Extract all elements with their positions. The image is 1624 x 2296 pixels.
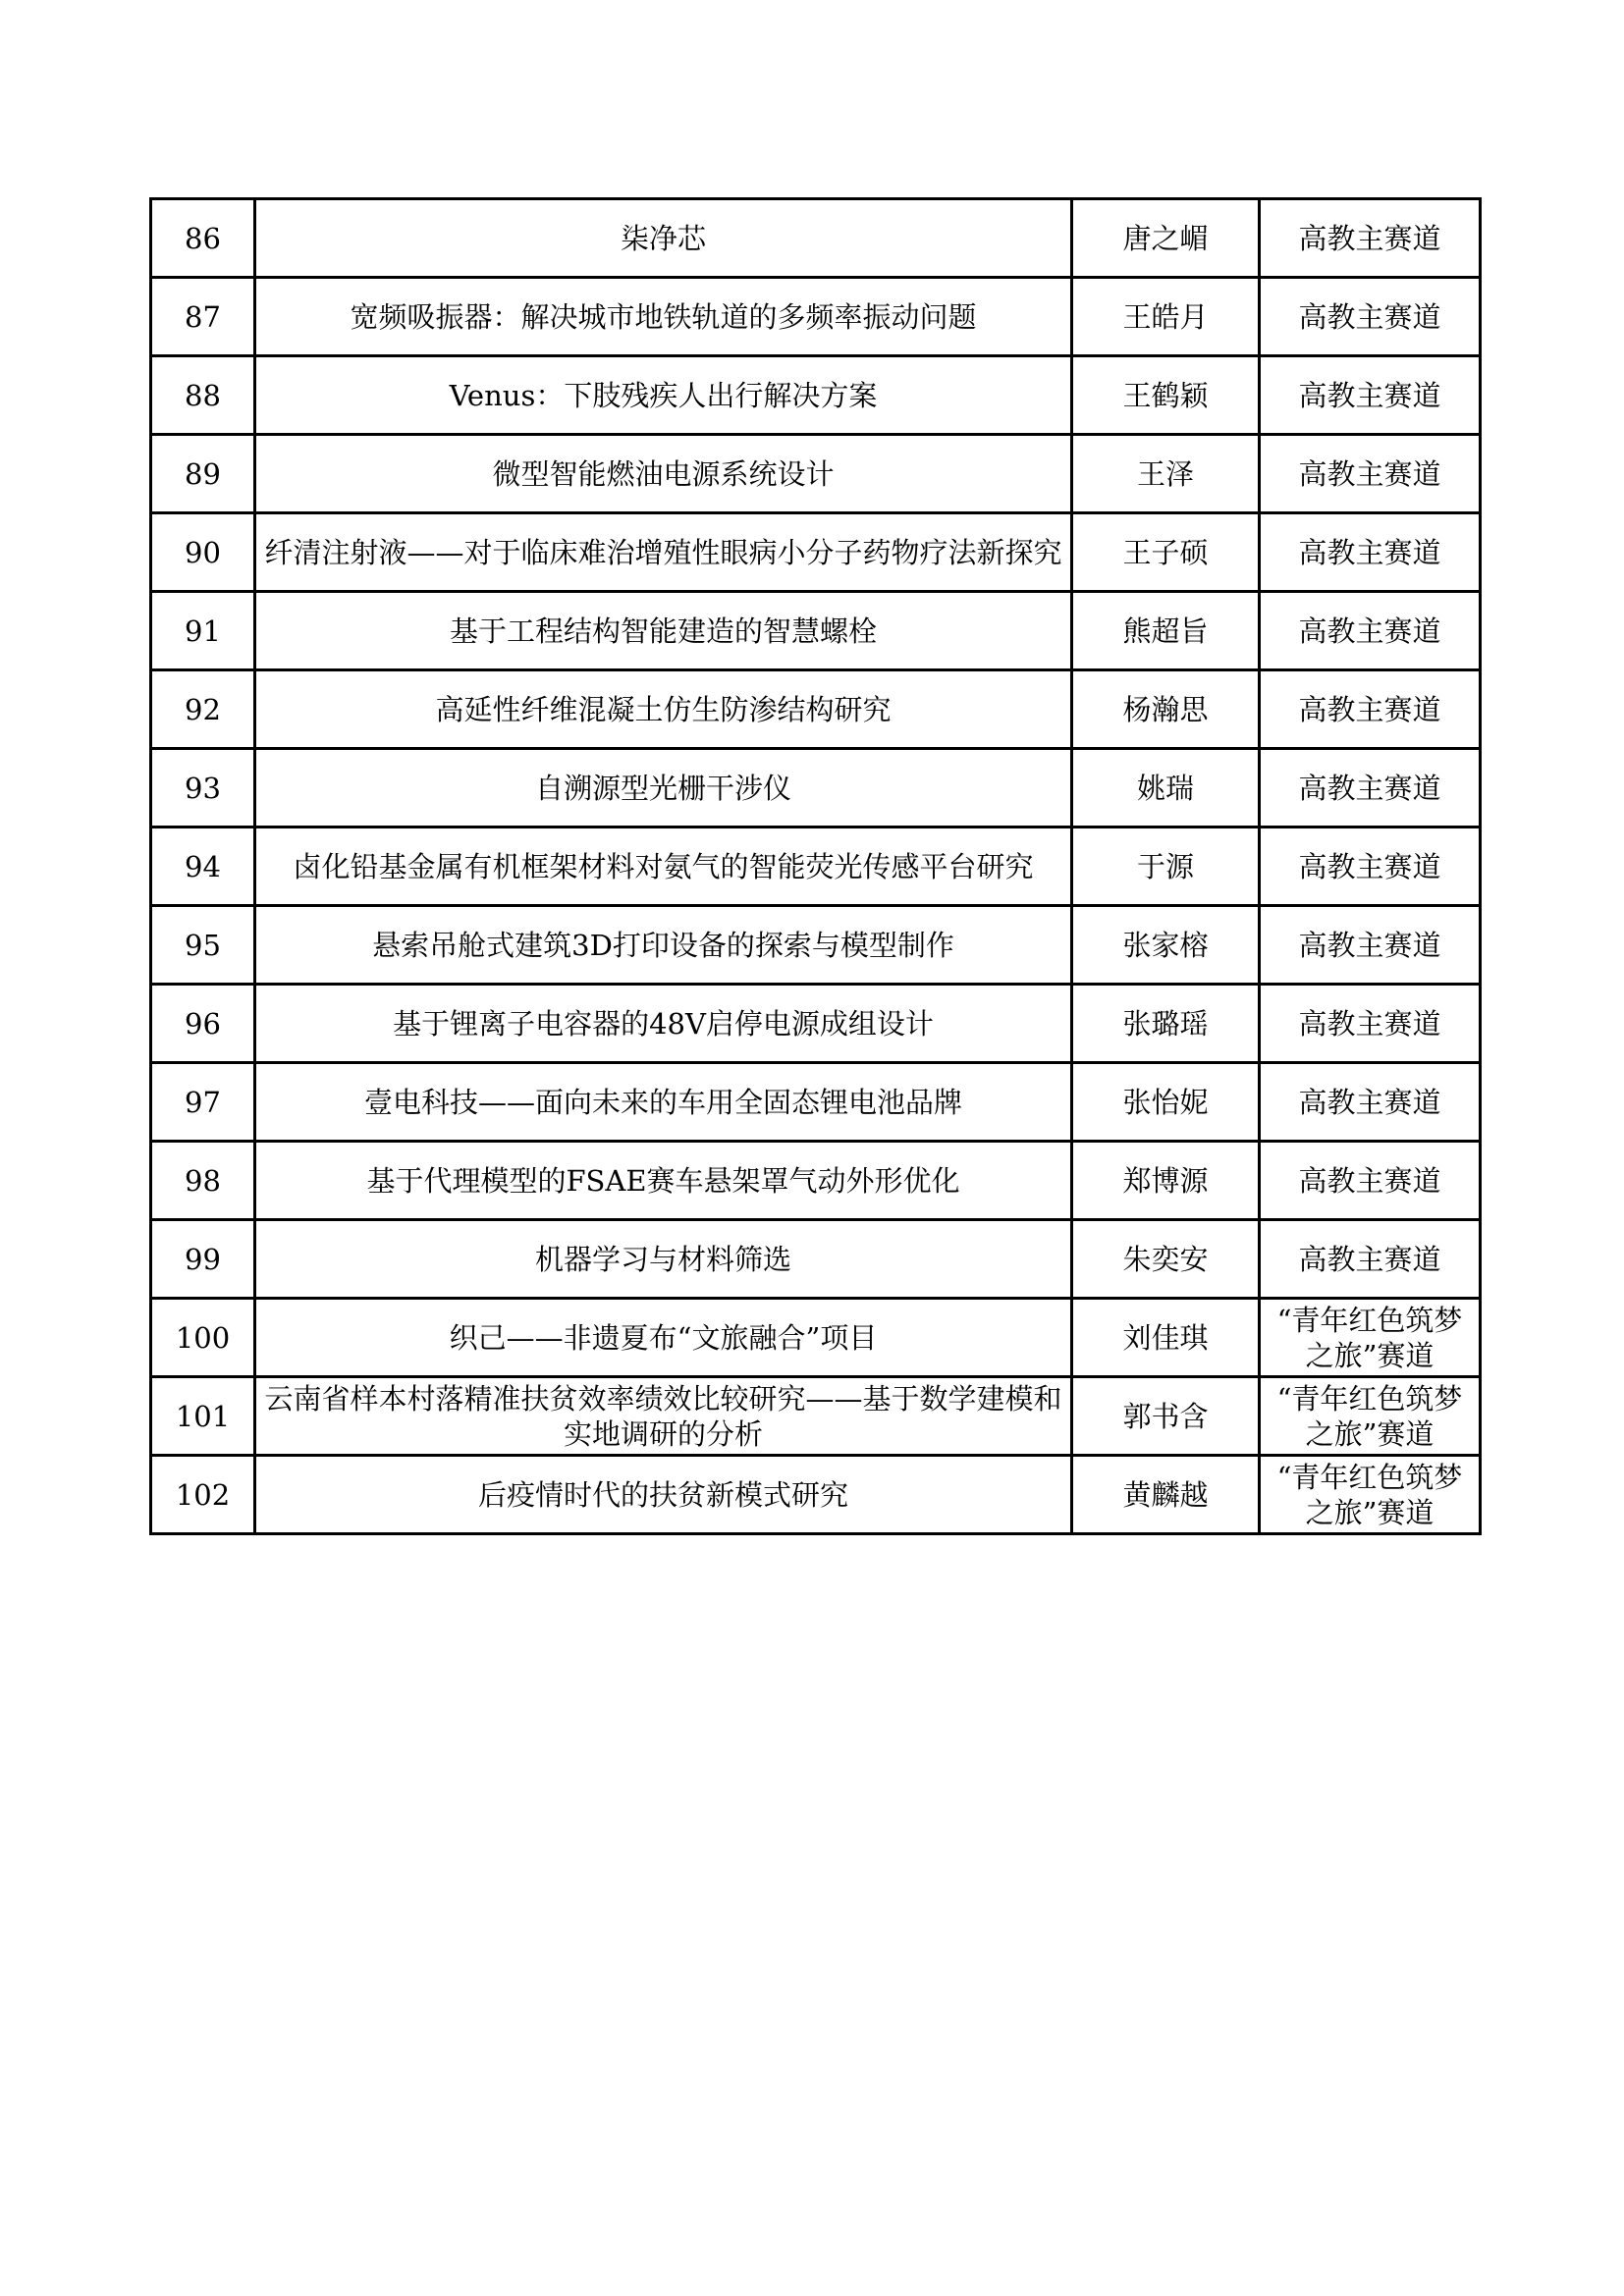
leader-name-cell: 张璐瑶 (1072, 985, 1260, 1063)
track-cell: “青年红色筑梦之旅”赛道 (1260, 1377, 1481, 1456)
row-number-cell: 99 (151, 1220, 255, 1299)
track-cell: “青年红色筑梦之旅”赛道 (1260, 1299, 1481, 1377)
project-title-cell: 机器学习与材料筛选 (255, 1220, 1072, 1299)
table-row (151, 199, 1481, 278)
leader-name-cell: 熊超旨 (1072, 592, 1260, 670)
project-table (149, 197, 1482, 1535)
project-title-cell: 卤化铅基金属有机框架材料对氨气的智能荧光传感平台研究 (255, 828, 1072, 906)
row-number-cell: 90 (151, 513, 255, 592)
project-title-cell: 悬索吊舱式建筑3D打印设备的探索与模型制作 (255, 906, 1072, 985)
row-number-cell: 96 (151, 985, 255, 1063)
track-cell: 高教主赛道 (1260, 513, 1481, 592)
leader-name-cell: 刘佳琪 (1072, 1299, 1260, 1377)
row-number-cell: 87 (151, 278, 255, 356)
table-row (151, 1456, 1481, 1534)
track-cell: 高教主赛道 (1260, 1220, 1481, 1299)
project-title-cell: 微型智能燃油电源系统设计 (255, 435, 1072, 513)
table-row (151, 1063, 1481, 1142)
project-title-cell: 壹电科技——面向未来的车用全固态锂电池品牌 (255, 1063, 1072, 1142)
project-title-cell: 自溯源型光栅干涉仪 (255, 749, 1072, 828)
table-row (151, 1299, 1481, 1377)
row-number-cell: 101 (151, 1377, 255, 1456)
track-cell: 高教主赛道 (1260, 670, 1481, 749)
track-cell: 高教主赛道 (1260, 985, 1481, 1063)
track-cell: 高教主赛道 (1260, 906, 1481, 985)
project-title-cell: 云南省样本村落精准扶贫效率绩效比较研究——基于数学建模和实地调研的分析 (255, 1377, 1072, 1456)
leader-name-cell: 黄麟越 (1072, 1456, 1260, 1534)
leader-name-cell: 唐之嵋 (1072, 199, 1260, 278)
table-row (151, 749, 1481, 828)
row-number-cell: 95 (151, 906, 255, 985)
row-number-cell: 102 (151, 1456, 255, 1534)
track-cell: 高教主赛道 (1260, 749, 1481, 828)
table-row (151, 1142, 1481, 1220)
project-title-cell: Venus：下肢残疾人出行解决方案 (255, 356, 1072, 435)
row-number-cell: 98 (151, 1142, 255, 1220)
row-number-cell: 97 (151, 1063, 255, 1142)
row-number-cell: 93 (151, 749, 255, 828)
leader-name-cell: 王泽 (1072, 435, 1260, 513)
leader-name-cell: 姚瑞 (1072, 749, 1260, 828)
track-cell: 高教主赛道 (1260, 278, 1481, 356)
leader-name-cell: 王皓月 (1072, 278, 1260, 356)
project-title-cell: 后疫情时代的扶贫新模式研究 (255, 1456, 1072, 1534)
leader-name-cell: 杨瀚思 (1072, 670, 1260, 749)
table-row (151, 435, 1481, 513)
row-number-cell: 88 (151, 356, 255, 435)
track-cell: 高教主赛道 (1260, 828, 1481, 906)
track-cell: 高教主赛道 (1260, 1063, 1481, 1142)
track-cell: 高教主赛道 (1260, 435, 1481, 513)
table-row (151, 1377, 1481, 1456)
row-number-cell: 92 (151, 670, 255, 749)
track-cell: 高教主赛道 (1260, 199, 1481, 278)
project-title-cell: 基于锂离子电容器的48V启停电源成组设计 (255, 985, 1072, 1063)
leader-name-cell: 张家榕 (1072, 906, 1260, 985)
project-title-cell: 柒净芯 (255, 199, 1072, 278)
track-cell: “青年红色筑梦之旅”赛道 (1260, 1456, 1481, 1534)
project-title-cell: 基于工程结构智能建造的智慧螺栓 (255, 592, 1072, 670)
table-row (151, 278, 1481, 356)
leader-name-cell: 郭书含 (1072, 1377, 1260, 1456)
table-row (151, 513, 1481, 592)
leader-name-cell: 于源 (1072, 828, 1260, 906)
track-cell: 高教主赛道 (1260, 356, 1481, 435)
table-row (151, 356, 1481, 435)
project-table-body (151, 199, 1481, 1534)
leader-name-cell: 郑博源 (1072, 1142, 1260, 1220)
table-row (151, 985, 1481, 1063)
row-number-cell: 94 (151, 828, 255, 906)
leader-name-cell: 王子硕 (1072, 513, 1260, 592)
project-title-cell: 基于代理模型的FSAE赛车悬架罩气动外形优化 (255, 1142, 1072, 1220)
row-number-cell: 86 (151, 199, 255, 278)
table-row (151, 670, 1481, 749)
table-row (151, 1220, 1481, 1299)
leader-name-cell: 朱奕安 (1072, 1220, 1260, 1299)
leader-name-cell: 张怡妮 (1072, 1063, 1260, 1142)
table-row (151, 592, 1481, 670)
project-title-cell: 纤清注射液——对于临床难治增殖性眼病小分子药物疗法新探究 (255, 513, 1072, 592)
track-cell: 高教主赛道 (1260, 1142, 1481, 1220)
leader-name-cell: 王鹤颖 (1072, 356, 1260, 435)
project-title-cell: 高延性纤维混凝土仿生防渗结构研究 (255, 670, 1072, 749)
table-row (151, 906, 1481, 985)
row-number-cell: 89 (151, 435, 255, 513)
track-cell: 高教主赛道 (1260, 592, 1481, 670)
table-row (151, 828, 1481, 906)
row-number-cell: 100 (151, 1299, 255, 1377)
project-title-cell: 织己——非遗夏布“文旅融合”项目 (255, 1299, 1072, 1377)
row-number-cell: 91 (151, 592, 255, 670)
project-title-cell: 宽频吸振器：解决城市地铁轨道的多频率振动问题 (255, 278, 1072, 356)
